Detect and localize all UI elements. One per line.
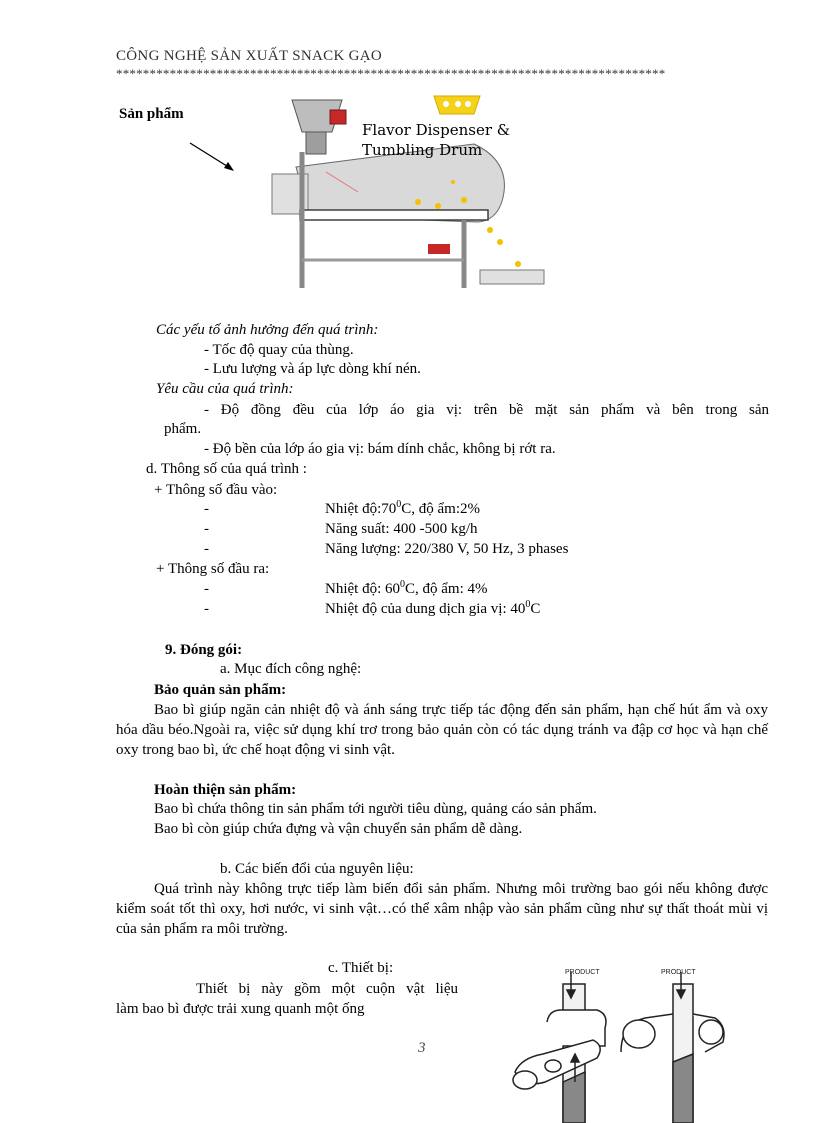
finish-heading: Hoàn thiện sản phẩm: [154, 782, 297, 798]
equipment-text-line: làm bao bì được trải xung quanh một ống [116, 1001, 365, 1017]
output-params-heading: + Thông số đầu ra: [156, 561, 270, 577]
section-9-title: 9. Đóng gói: [165, 642, 243, 658]
input-param-value: Năng lượng: 220/380 V, 50 Hz, 3 phases [325, 541, 569, 557]
header-separator: ********************************************************************************** [116, 66, 666, 81]
requirements-heading: Yêu cầu của quá trình: [156, 381, 294, 397]
figure-caption-line1: Flavor Dispenser & [362, 121, 511, 139]
factor-item: - Lưu lượng và áp lực dòng khí nén. [204, 361, 421, 377]
pointer-arrow [188, 140, 236, 174]
page-number: 3 [418, 1040, 426, 1056]
subsection-c-heading: c. Thiết bị: [328, 960, 394, 976]
output-param-value: Nhiệt độ của dung dịch gia vị: $40^0C$ [325, 599, 541, 617]
param-dash: - [204, 521, 209, 537]
input-params-heading: + Thông số đầu vào: [154, 482, 278, 498]
param-dash: - [204, 581, 209, 597]
changes-paragraph: Quá trình này không trực tiếp làm biến đổi sản phẩm. Nhưng môi trường bao gói nếu không được kiểm soát tốt thì oxy, hơi nước, vi sinh vật…có thể xâm nhập vào sản phẩm cũng như sự thất thoát mùi vị của sản phẩm ra môi trường. [116, 881, 768, 937]
param-dash: - [204, 601, 209, 617]
output-param-value: Nhiệt độ: $60^0C$, độ ẩm: 4% [325, 579, 488, 597]
preserve-heading: Bảo quản sản phẩm: [154, 682, 287, 698]
cheese-icon [434, 96, 480, 114]
subsection-a-heading: a. Mục đích công nghệ: [220, 661, 362, 677]
factor-item: - Tốc độ quay của thùng. [204, 342, 354, 358]
input-param-value: Năng suất: 400 -500 kg/h [325, 521, 478, 537]
equipment-text-line: Thiết bị này gồm một cuộn vật liệu [196, 981, 458, 997]
packaging-tube-drawing [505, 962, 727, 1123]
finish-line: Bao bì còn giúp chứa đựng và vận chuyển sản phẩm dễ dàng. [154, 821, 523, 837]
page-header-title: CÔNG NGHỆ SẢN XUẤT SNACK GẠO [116, 48, 383, 64]
subsection-b-heading: b. Các biến đổi của nguyên liệu: [220, 861, 414, 877]
requirement-item: - Độ đồng đều của lớp áo gia vị: trên bề mặt sản phẩm và bên trong sản [204, 402, 769, 418]
params-heading: d. Thông số của quá trình : [146, 461, 307, 477]
figure-caption-line2: Tumbling Drum [362, 141, 483, 159]
requirement-item-cont: phẩm. [164, 421, 202, 437]
product-label-left: PRODUCT [565, 969, 600, 976]
finish-line: Bao bì chứa thông tin sản phẩm tới người tiêu dùng, quảng cáo sản phẩm. [154, 801, 597, 817]
param-dash: - [204, 501, 209, 517]
product-label: Sản phẩm [119, 106, 184, 122]
input-param-value: Nhiệt $độ:70^0C$, độ ẩm:2% [325, 499, 480, 517]
param-dash: - [204, 541, 209, 557]
factors-heading: Các yếu tố ảnh hưởng đến quá trình: [156, 322, 379, 338]
product-label-right: PRODUCT [661, 969, 696, 976]
preserve-paragraph: Bao bì giúp ngăn cản nhiệt độ và ánh sáng trực tiếp tác động đến sản phẩm, hạn chế hút ẩm và oxy hóa dầu béo.Ngoài ra, việc sử dụng khí trơ trong bảo quản còn có tác dụng tránh va đập cơ học và hạn chế oxy trong bao bì, ức chế hoạt động vi sinh vật. [116, 702, 768, 758]
requirement-item: - Độ bền của lớp áo gia vị: bám dính chắc, không bị rớt ra. [204, 441, 556, 457]
